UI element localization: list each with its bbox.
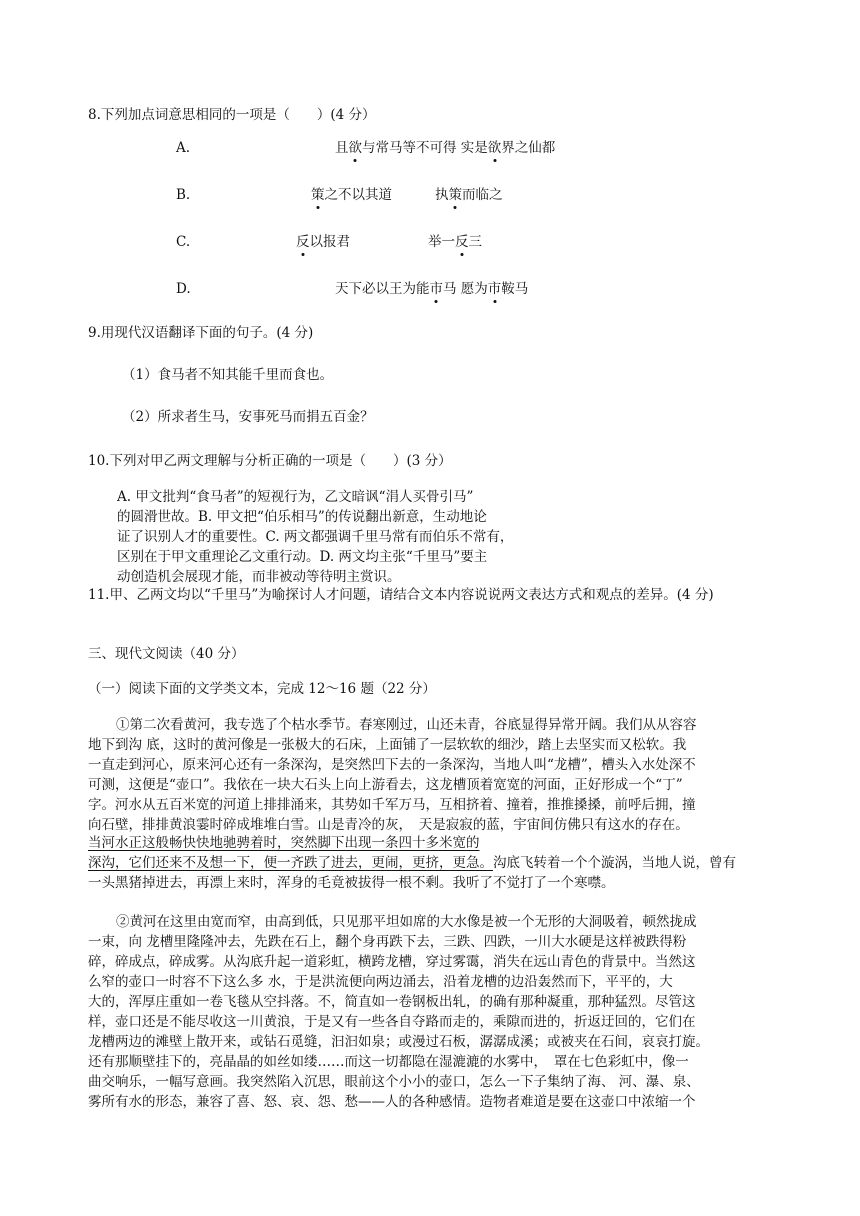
q8-option-b-text-1: 策之不以其道 xyxy=(311,187,392,203)
para2-line: 曲交响乐，一幅写意画。我突然陷入沉思，眼前这个小小的壶口，怎么一下子集纳了海、 河、瀑、泉、 xyxy=(88,1074,700,1090)
dotted-char: 反 xyxy=(455,234,469,250)
q8-option-c-text-2: 举一反三 xyxy=(428,234,482,250)
para2-line: ②黄河在这里由宽而窄，由高到低，只见那平坦如席的大水像是被一个无形的大洞吸着，顿然拢成 xyxy=(116,914,697,930)
para2-line: 碎，碎成点，碎成雾。从沟底升起一道彩虹，横跨龙槽，穿过雾霭，消失在远山青色的背景中。当然这 xyxy=(88,954,696,970)
section-title: 三、现代文阅读（40 分） xyxy=(88,646,245,662)
para1-line: 一直走到河心，原来河心还有一条深沟，是突然凹下去的一条深沟，当地人叫“龙槽”，槽头入水处深不 xyxy=(88,757,696,773)
para1-line: 深沟，它们还来不及想一下，便一齐跌了进去，更闹，更挤，更急。沟底飞转着一个个漩涡，当地人说，曾有 xyxy=(88,855,736,871)
dotted-char: 策 xyxy=(448,187,462,203)
dotted-char: 反 xyxy=(296,234,310,250)
q8-option-d-label: D. xyxy=(176,281,191,297)
q8-option-a-text: 且欲与常马等不可得 实是欲界之仙都 xyxy=(335,140,556,156)
dotted-char: 策 xyxy=(311,187,325,203)
q9-stem: 9.用现代汉语翻译下面的句子。(4 分) xyxy=(88,325,314,341)
q8-option-c-text-1: 反以报君 xyxy=(296,234,350,250)
section-subtitle: （一）阅读下面的文学类文本，完成 12～16 题（22 分） xyxy=(88,681,436,697)
q10-option-line: 证了识别人才的重要性。C. 两文都强调千里马常有而伯乐不常有， xyxy=(117,529,514,545)
dotted-char: 欲 xyxy=(487,140,502,156)
para1-underlined-line: 当河水正这般畅快快地驰骋着时，突然脚下出现一条四十多米宽的 xyxy=(88,835,480,851)
para2-line: 龙槽两边的滩壁上散开来，或钻石觅缝，汩汩如泉；或漫过石板，潺潺成溪；或被夹在石间，哀哀打旋。 xyxy=(88,1034,709,1050)
q8-option-c-label: C. xyxy=(176,234,191,250)
q10-option-line: 动创造机会展现才能，而非被动等待明主赏识。 xyxy=(117,569,401,585)
para2-line: 么窄的壶口一时容不下这么多 水，于是洪流便向两边涌去，沿着龙槽的边沿轰然而下，平平的，大 xyxy=(88,974,673,990)
dotted-char: 欲 xyxy=(348,140,362,156)
q8-option-d-text: 天下必以王为能市马 愿为市鞍马 xyxy=(335,281,529,297)
dotted-char: 市 xyxy=(429,281,443,297)
q9-sentence-1: （1）食马者不知其能千里而食也。 xyxy=(122,367,334,383)
dotted-char: 市 xyxy=(487,281,502,297)
para2-line: 一束，向 龙槽里隆隆冲去，先跌在石上，翻个身再跌下去，三跌、四跌，一川大水硬是这样被跌得粉 xyxy=(88,934,687,950)
q10-option-line: 的圆滑世故。B. 甲文把“伯乐相马”的传说翻出新意，生动地论 xyxy=(117,509,487,525)
q8-stem: 8.下列加点词意思相同的一项是（ ）(4 分） xyxy=(88,107,376,123)
para2-line: 样，壶口还是不能尽收这一川黄浪，于是又有一些各自夺路而走的，乘隙而进的，折返迂回的，它们在 xyxy=(88,1014,696,1030)
para1-line: 地下到沟 底，这时的黄河像是一张极大的石床，上面铺了一层软软的细沙，踏上去坚实而又松软。我 xyxy=(88,737,687,753)
para2-line: 还有那顺壁挂下的，亮晶晶的如丝如缕……而这一切都隐在湿漉漉的水雾中， 罩在七色彩虹中，像一 xyxy=(88,1054,689,1070)
q10-stem: 10.下列对甲乙两文理解与分析正确的一项是（ ）(3 分） xyxy=(88,453,452,469)
q8-option-a-label: A. xyxy=(176,140,191,156)
q9-sentence-2: （2）所求者生马，安事死马而捐五百金？ xyxy=(122,409,374,425)
q8-option-b-label: B. xyxy=(176,187,191,203)
para1-line: ①第二次看黄河，我专选了个枯水季节。春寒刚过，山还未青，谷底显得异常开阔。我们从从容容 xyxy=(116,717,697,733)
para1-line: 字。河水从五百米宽的河道上排排涌来，其势如千军万马，互相挤着、撞着，推推搡搡，前呼后拥，撞 xyxy=(88,797,696,813)
q8-option-b-text-2: 执策而临之 xyxy=(435,187,503,203)
q10-option-line: 区别在于甲文重理论乙文重行动。D. 两文均主张“千里马”要主 xyxy=(117,549,488,565)
para2-line: 大的，浑厚庄重如一卷飞毯从空抖落。不，简直如一卷钢板出轧，的确有那种凝重，那种猛烈。尽管这 xyxy=(88,994,696,1010)
para1-underlined-text: 深沟，它们还来不及想一下，便一齐跌了进去，更闹，更挤，更急。 xyxy=(88,855,493,871)
para2-line: 雾所有水的形态，兼容了喜、怒、哀、怨、愁——人的各种感情。造物者难道是要在这壶口中浓缩一个 xyxy=(88,1094,696,1110)
q11-stem: 11.甲、乙两文均以“千里马”为喻探讨人才问题，请结合文本内容说说两文表达方式和观点的差异。(4 分) xyxy=(88,587,714,603)
para1-line: 可测，这便是“壶口”。我依在一块大石头上向上游看去，这龙槽顶着宽宽的河面，正好形成一个“丁” xyxy=(88,777,683,793)
para1-line: 向石壁，排排黄浪霎时碎成堆堆白雪。山是青冷的灰， 天是寂寂的蓝，宇宙间仿佛只有这水的存在。 xyxy=(88,817,689,833)
para1-line: 一头黑猪掉进去，再漂上来时，浑身的毛竟被拔得一根不剩。我听了不觉打了一个寒噤。 xyxy=(88,875,615,891)
q10-option-line: A. 甲文批判“食马者”的短视行为，乙文暗讽“涓人买骨引马” xyxy=(117,489,474,505)
